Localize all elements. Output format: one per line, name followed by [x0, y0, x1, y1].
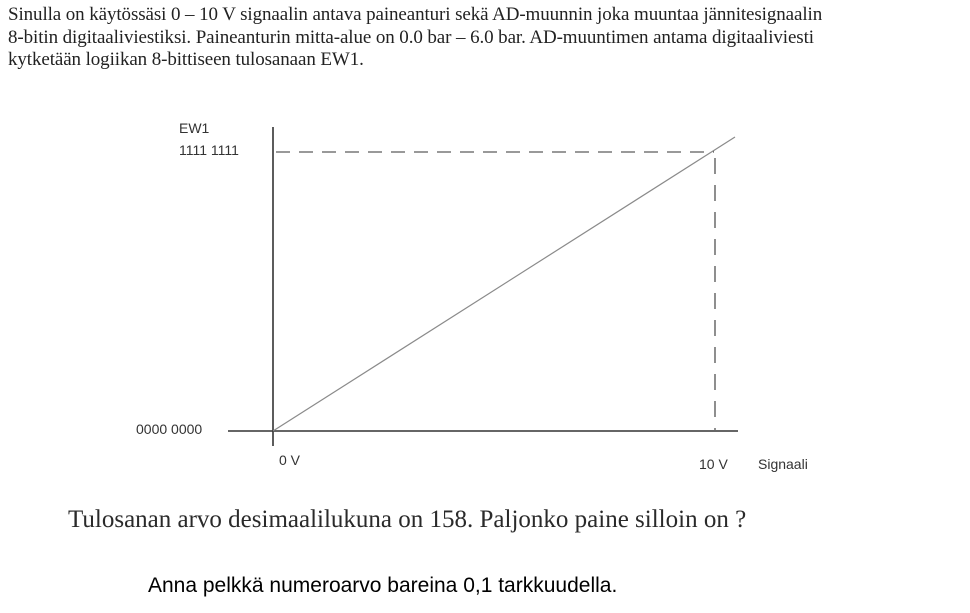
question-text: Tulosanan arvo desimaalilukuna on 158. Paljonko paine silloin on ? [68, 506, 747, 533]
transfer-line [273, 137, 735, 431]
problem-line-1: Sinulla on käytössäsi 0 – 10 V signaalin antava paineanturi sekä AD-muunnin joka muuntaa jännitesignaalin [8, 4, 823, 25]
answer-instruction: Anna pelkkä numeroarvo bareina 0,1 tarkkuudella. [148, 574, 618, 597]
x-min-label: 0 V [279, 452, 301, 468]
problem-line-3: kytketään logiikan 8-bittiseen tulosanaan EW1. [8, 49, 364, 70]
problem-line-2: 8-bitin digitaaliviestiksi. Paineanturin mitta-alue on 0.0 bar – 6.0 bar. AD-muuntimen antama digitaaliviesti [8, 26, 814, 48]
y-axis-title: EW1 [179, 120, 210, 136]
y-min-label: 0000 0000 [136, 421, 203, 437]
x-axis-title: Signaali [758, 456, 808, 472]
x-max-label: 10 V [699, 456, 728, 472]
y-max-label: 1111 1111 [179, 142, 239, 158]
